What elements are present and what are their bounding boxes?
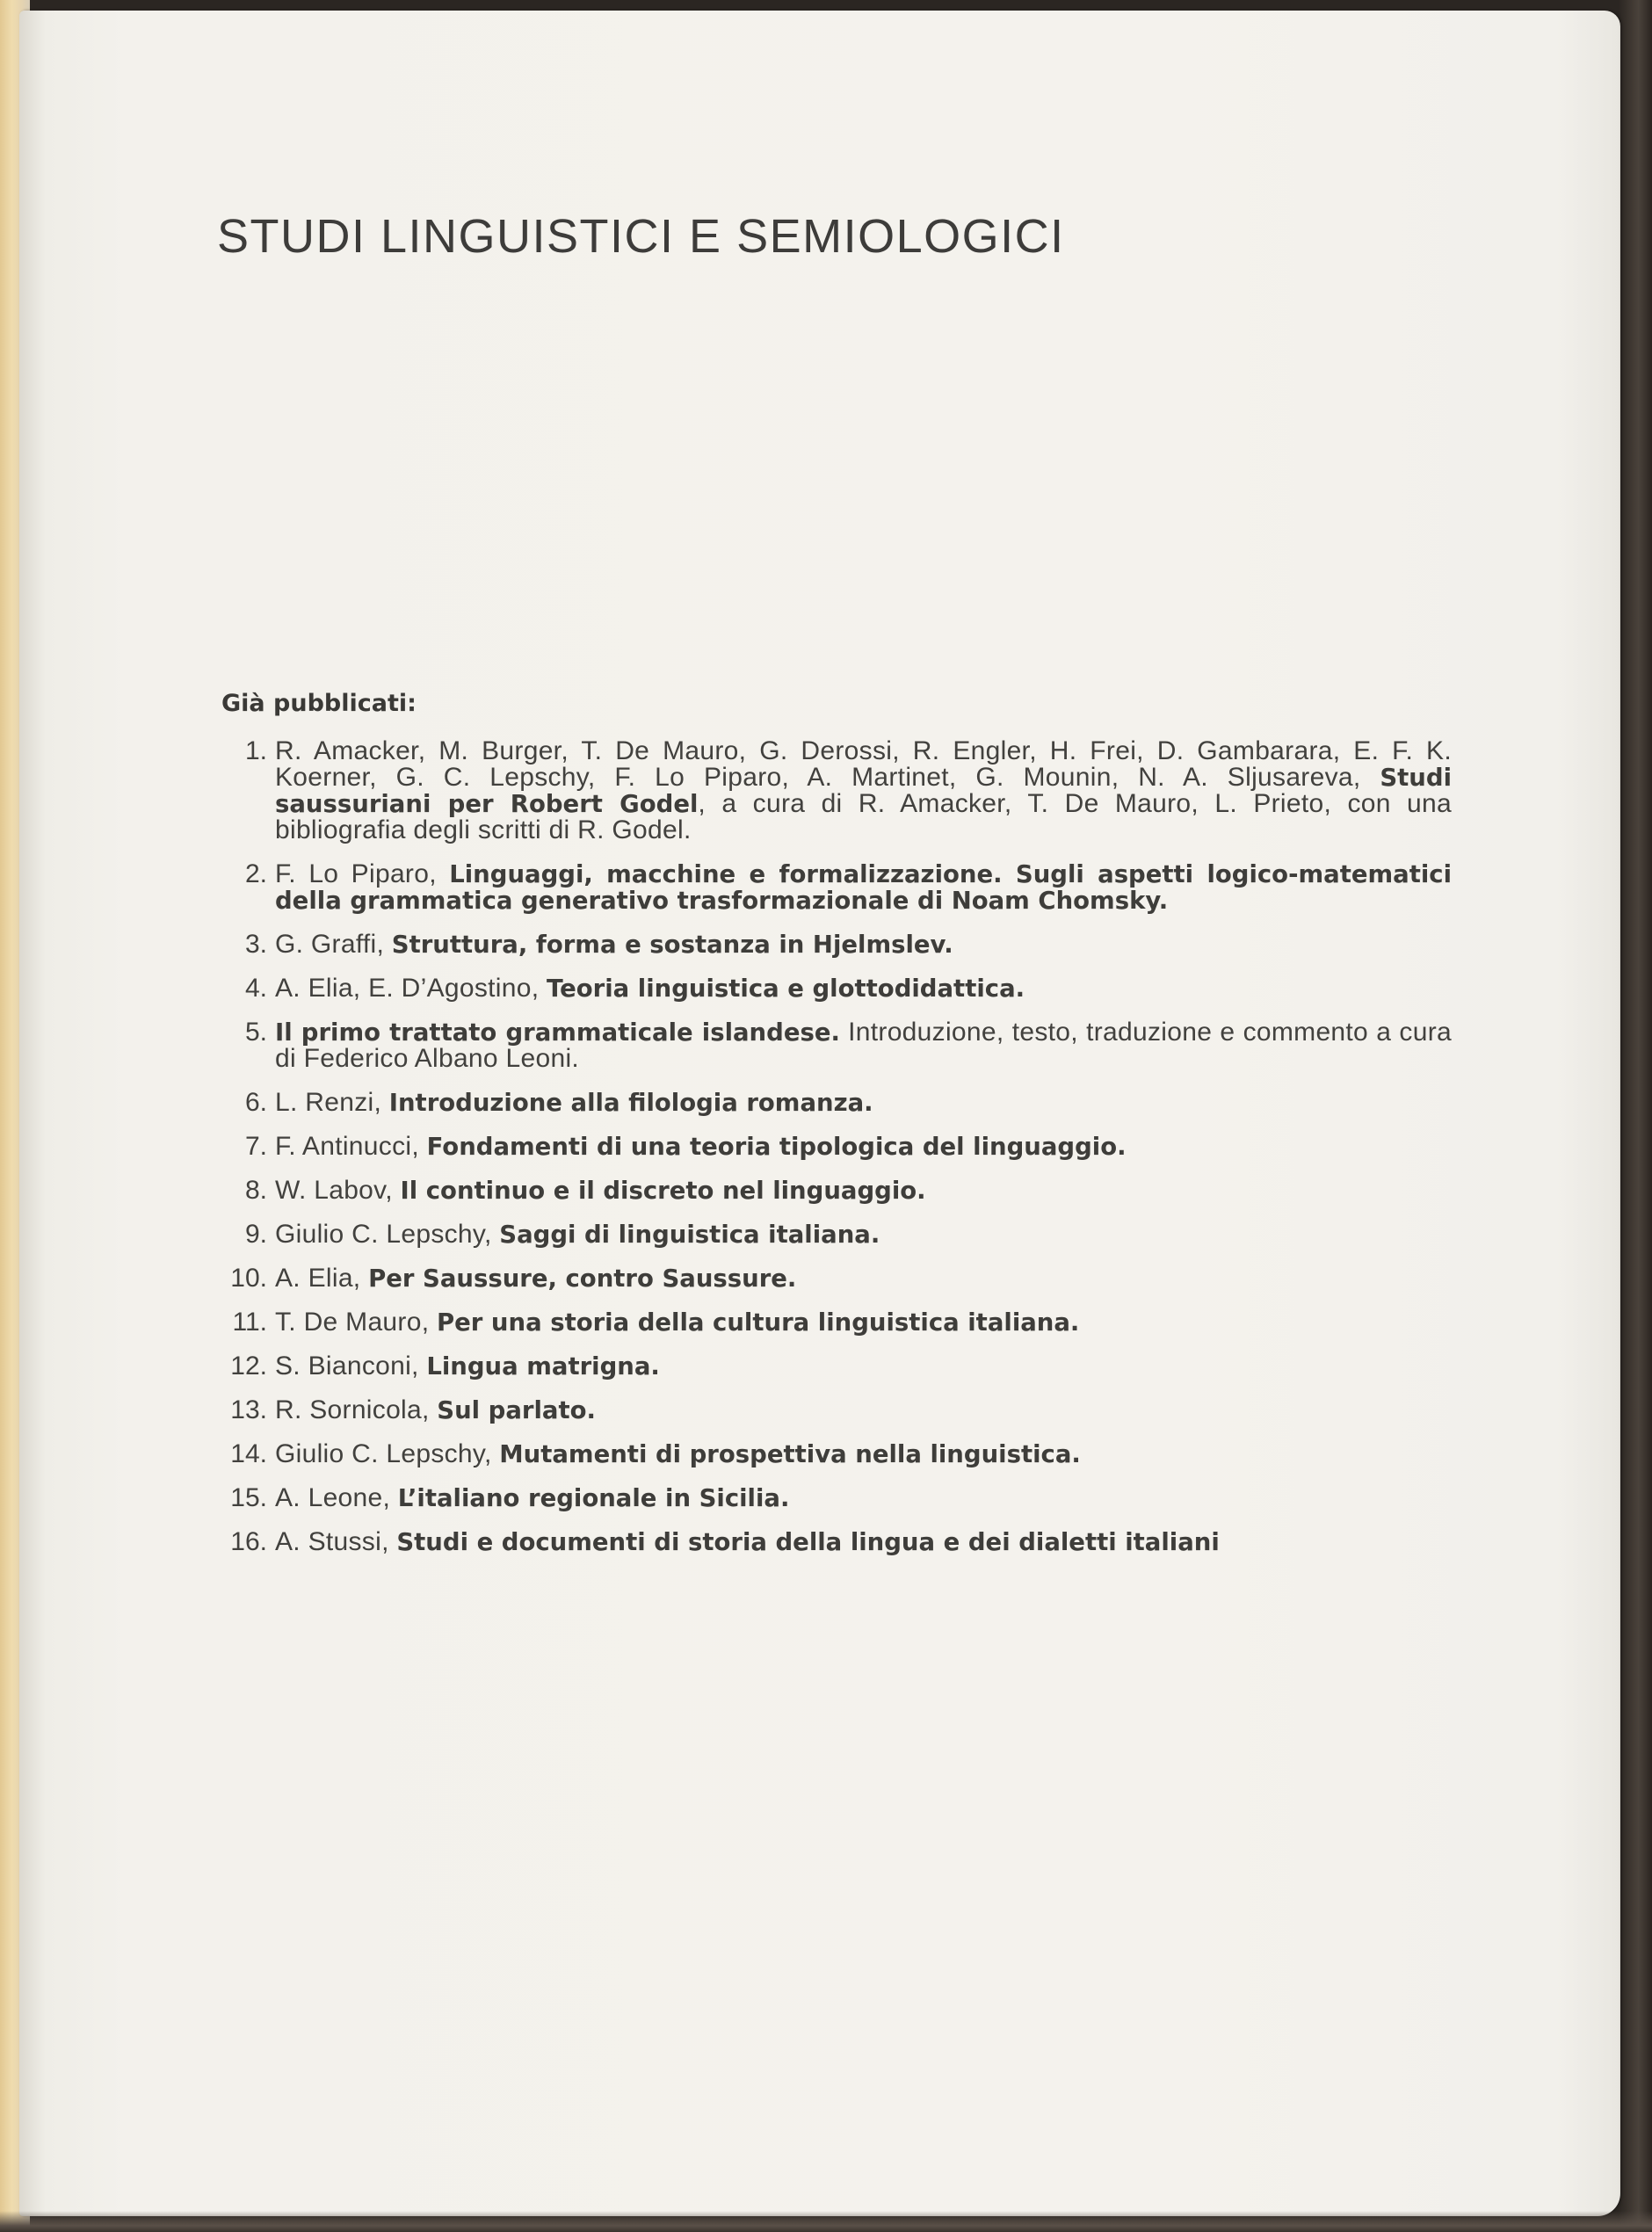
- item-text: [275, 1265, 1452, 1292]
- item-text: [275, 1090, 1452, 1116]
- list-item: [221, 1309, 1452, 1336]
- item-number: 9.: [244, 1220, 267, 1249]
- item-authors: F. Lo Piparo,: [275, 859, 450, 888]
- list-item: [221, 1397, 1452, 1424]
- item-title: Per Saussure, contro Saussure.: [368, 1265, 797, 1293]
- item-authors: R. Amacker, M. Burger, T. De Mauro, G. Derossi, R. Engler, H. Frei, D. Gambarara, E. F. K. Koerner, G. C. Lepschy, F. Lo Piparo, A. Martinet, G. Mounin, N. A. Sljusareva,: [275, 736, 1452, 792]
- list-item: [221, 931, 1452, 958]
- item-text: [275, 1353, 1452, 1380]
- item-title: Fondamenti di una teoria tipologica del linguaggio.: [426, 1133, 1127, 1161]
- page-bottom-shadow: [0, 2211, 1652, 2232]
- list-item: [221, 1178, 1452, 1204]
- item-text: [275, 738, 1452, 844]
- list-item: [221, 861, 1452, 914]
- item-authors: S. Bianconi,: [275, 1352, 427, 1381]
- item-title: Linguaggi, macchine e formalizzazione. Sugli aspetti logico-matematici della grammatica generativo trasformazionale di Noam Chomsky.: [275, 860, 1452, 915]
- item-number: 16.: [230, 1527, 267, 1556]
- item-title: Il continuo e il discreto nel linguaggio.: [400, 1177, 926, 1205]
- item-number: 15.: [230, 1483, 267, 1512]
- item-authors: W. Labov,: [275, 1176, 401, 1205]
- list-item: [221, 1485, 1452, 1511]
- item-text: [275, 1441, 1452, 1467]
- item-number: 11.: [232, 1308, 267, 1337]
- item-text: [275, 975, 1452, 1002]
- item-text: [275, 1178, 1452, 1204]
- item-text: [275, 1397, 1452, 1424]
- item-title: Lingua matrigna.: [426, 1352, 660, 1381]
- series-title: STUDI LINGUISTICI E SEMIOLOGICI: [217, 210, 1065, 263]
- item-text: [275, 1529, 1452, 1555]
- item-authors: A. Leone,: [275, 1483, 398, 1512]
- item-authors: A. Elia, E. D’Agostino,: [275, 974, 547, 1003]
- list-item: [221, 1221, 1452, 1248]
- item-number: 12.: [230, 1352, 267, 1381]
- item-number: 3.: [244, 930, 267, 959]
- item-authors: F. Antinucci,: [275, 1132, 427, 1161]
- item-authors: G. Graffi,: [275, 930, 392, 959]
- list-item: [221, 975, 1452, 1002]
- item-title: Il primo trattato grammaticale islandese.: [275, 1018, 840, 1047]
- item-number: 2.: [244, 859, 267, 888]
- item-authors: R. Sornicola,: [275, 1395, 438, 1424]
- item-number: 14.: [230, 1439, 267, 1468]
- item-title: Saggi di linguistica italiana.: [499, 1221, 880, 1249]
- item-title: L’italiano regionale in Sicilia.: [397, 1484, 790, 1512]
- item-text: [275, 931, 1452, 958]
- item-text: [275, 1019, 1452, 1072]
- item-number: 10.: [230, 1264, 267, 1293]
- item-authors: A. Elia,: [275, 1264, 369, 1293]
- list-item: [221, 1134, 1452, 1160]
- item-authors: T. De Mauro,: [275, 1308, 437, 1337]
- item-title: Per una storia della cultura linguistica italiana.: [436, 1308, 1080, 1337]
- item-text: [275, 1485, 1452, 1511]
- item-number: 6.: [244, 1088, 267, 1117]
- item-title: Studi saussuriani per Robert Godel: [275, 764, 1452, 818]
- item-title: Sul parlato.: [437, 1396, 596, 1424]
- item-title: Introduzione alla filologia romanza.: [388, 1089, 873, 1117]
- list-item: [221, 1019, 1452, 1072]
- item-text: [275, 1134, 1452, 1160]
- item-number: 1.: [244, 736, 267, 765]
- item-title: Struttura, forma e sostanza in Hjelmslev.: [391, 931, 953, 959]
- page-right-shadow: [1619, 0, 1652, 2232]
- list-item: [221, 1353, 1452, 1380]
- section-heading: Già pubblicati:: [221, 690, 417, 717]
- list-item: [221, 1265, 1452, 1292]
- list-item: [221, 1529, 1452, 1555]
- item-number: 13.: [230, 1395, 267, 1424]
- item-number: 4.: [244, 974, 267, 1003]
- bibliography-list: [221, 738, 1452, 1573]
- item-text: [275, 1309, 1452, 1336]
- item-number: 5.: [244, 1018, 267, 1047]
- item-authors: L. Renzi,: [275, 1088, 389, 1117]
- item-number: 7.: [244, 1132, 267, 1161]
- list-item: [221, 1441, 1452, 1467]
- item-extra: , a cura di R. Amacker, T. De Mauro, L. Prieto, con una bibliografia degli scritti di R. Godel.: [275, 789, 1452, 844]
- item-text: [275, 861, 1452, 914]
- list-item: [221, 738, 1452, 844]
- item-authors: Giulio C. Lepschy,: [275, 1439, 500, 1468]
- item-extra: Introduzione, testo, traduzione e commento a cura di Federico Albano Leoni.: [275, 1018, 1452, 1073]
- item-title: Mutamenti di prospettiva nella linguistica.: [499, 1440, 1081, 1468]
- item-number: 8.: [244, 1176, 267, 1205]
- item-title: Teoria linguistica e glottodidattica.: [547, 975, 1025, 1003]
- item-authors: Giulio C. Lepschy,: [275, 1220, 500, 1249]
- item-title: Studi e documenti di storia della lingua e dei dialetti italiani: [396, 1528, 1220, 1556]
- item-authors: A. Stussi,: [275, 1527, 397, 1556]
- item-text: [275, 1221, 1452, 1248]
- list-item: [221, 1090, 1452, 1116]
